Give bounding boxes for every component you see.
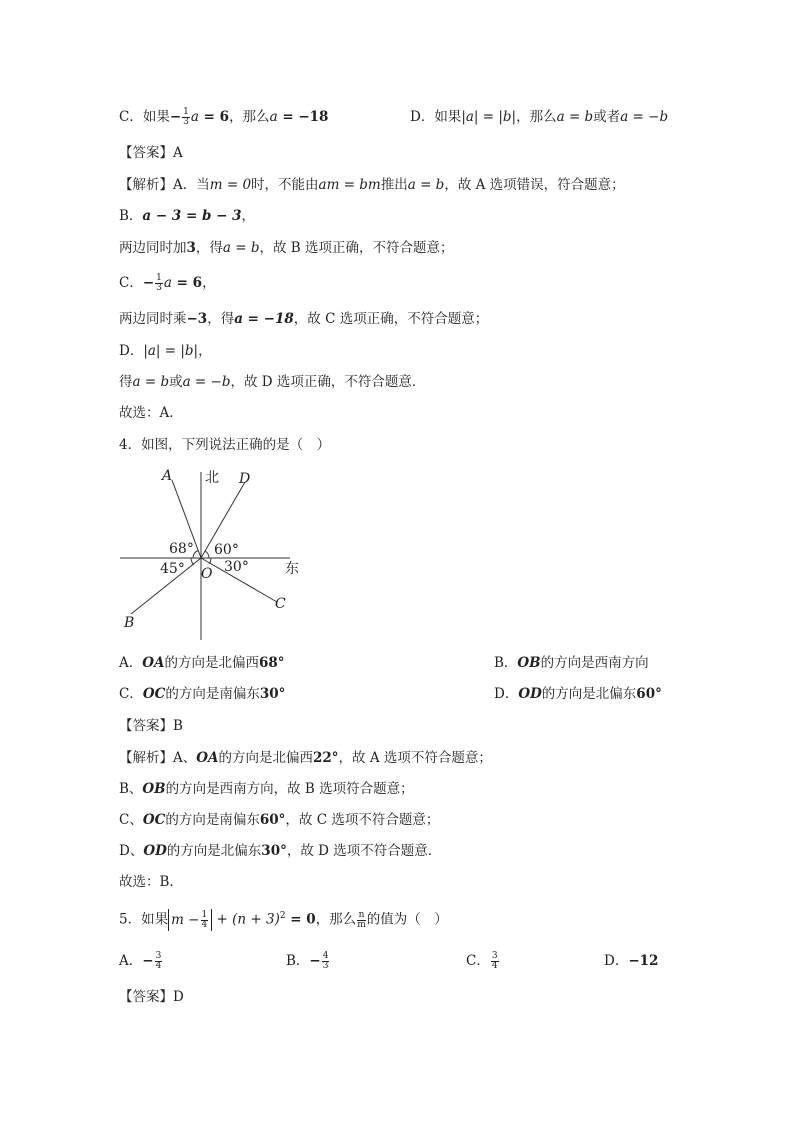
angle-label-68: 68° [169,541,194,557]
label-b: B [124,615,135,631]
q3-analysis-d2: 得a = b或a = −b，故 D 选项正确，不符合题意． [119,374,426,390]
label-c: C [275,596,286,612]
analysis-tag: 【解析】 [119,750,173,766]
label-d: D [239,471,251,487]
analysis-tag: 【解析】 [119,177,173,193]
q3-answer: 【答案】A [119,145,183,161]
q3-analysis-a: 【解析】A．当m = 0时，不能由am = bm推出a = b，故 A 选项错误，符合题意； [119,177,625,193]
answer-tag: 【答案】 [119,989,173,1005]
q4-analysis-c: C、OC的方向是南偏东60°，故 C 选项不符合题意； [119,812,440,828]
fraction: $\frac{3}{4}$ [155,951,162,971]
q4-option-b: B．OB的方向是西南方向 [494,655,649,671]
q3-analysis-d: D．|a| = |b|， [119,343,212,359]
q5-answer: 【答案】D [119,989,184,1005]
fraction: $\frac{1}{3}$ [183,107,189,127]
q5-option-a: A．− $\frac{3}{4}$ [119,951,162,971]
q4-analysis-d: D、OD的方向是北偏东30°，故 D 选项不符合题意． [119,843,442,859]
q3-analysis-b: B．a − 3 = b − 3， [119,208,256,224]
q5-option-b: B．− $\frac{4}{3}$ [286,951,329,971]
angle-label-30: 30° [224,559,249,575]
angle-label-45: 45° [160,561,185,577]
q5-option-c: C． $\frac{3}{4}$ [466,951,498,971]
absolute-value: m − $\frac{1}{4}$ [168,909,212,931]
q3-option-d: D．如果|a| = |b|，那么a = b或者a = −b [410,109,669,125]
q4-stem: 4．如图，下列说法正确的是（ ） [119,437,331,453]
q4-analysis-b: B、OB的方向是西南方向，故 B 选项符合题意； [119,781,414,797]
label-o: O [201,566,213,582]
label-east: 东 [285,561,299,577]
q3-choose: 故选：A． [119,405,183,421]
fraction: $\frac{3}{4}$ [491,951,498,971]
q3-option-c: C．如果− $\frac{1}{3}$ a = 6，那么a = −18 [119,107,329,127]
q4-option-a: A．OA的方向是北偏西68° [119,655,285,671]
q5-option-d: D．−12 [604,953,659,969]
fraction: $\frac{4}{3}$ [322,951,329,971]
fraction: $\frac{n}{m}$ [357,909,366,930]
q3-analysis-b2: 两边同时加3，得a = b，故 B 选项正确，不符合题意； [119,240,454,256]
q3-analysis-c2: 两边同时乘−3，得a = −18，故 C 选项正确，不符合题意； [119,311,489,327]
label-north: 北 [205,470,219,486]
q4-answer: 【答案】B [119,718,183,734]
answer-tag: 【答案】 [119,145,173,161]
label-a: A [162,468,173,484]
q4-analysis-a: 【解析】A、OA的方向是北偏西22°，故 A 选项不符合题意； [119,750,492,766]
answer-tag: 【答案】 [119,718,173,734]
q5-stem: 5．如果 m − $\frac{1}{4}$ + $(n + 3)^2 = 0$，那么 $\frac{n}{m}$ 的值为（ ） [119,909,448,930]
angle-arc-60 [205,551,209,558]
fraction: $\frac{1}{3}$ [156,273,162,293]
direction-diagram [115,462,315,642]
angle-arc-45 [191,558,194,565]
q3-analysis-c: C．− $\frac{1}{3}$ a = 6， [119,273,216,293]
angle-label-60: 60° [214,542,239,558]
q4-choose: 故选：B． [119,874,183,890]
q4-option-c: C．OC的方向是南偏东30° [119,686,286,702]
q4-option-d: D．OD的方向是北偏东60° [494,686,662,702]
fraction: $\frac{1}{4}$ [201,910,208,930]
